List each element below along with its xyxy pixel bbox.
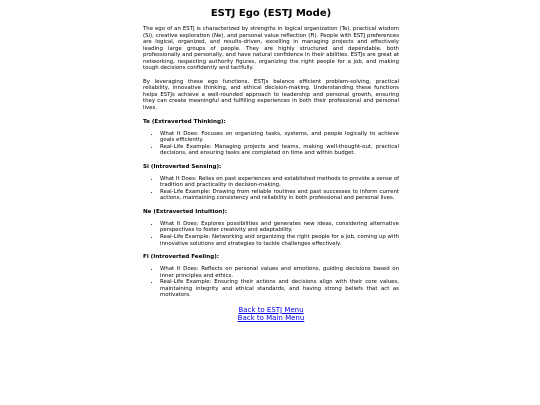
section-list-fi — [143, 266, 399, 299]
list-item: • Real-Life Example: Networking and organizing the right people for a job, coming up with innovative solutions and strategies to tackle challenges effectively. — [160, 234, 399, 247]
section-heading-si: Si (Introverted Sensing): — [143, 163, 222, 170]
back-to-main-menu-link[interactable]: Back to Main Menu — [237, 314, 305, 323]
list-item: • What It Does: Explores possibilities and generates new ideas, considering alternative perspectives to foster creativity and adaptability. — [160, 221, 399, 234]
section-list-ne — [143, 221, 399, 247]
back-to-estj-menu-link[interactable]: Back to ESTJ Menu — [238, 305, 304, 314]
section-heading-ne: Ne (Extraverted Intuition): — [143, 208, 228, 215]
navigation-links — [143, 306, 399, 323]
intro-paragraph-2: By leveraging these ego functions, ESTJs balance efficient problem-solving, practical reliability, innovative thinking, and ethical decision-making. Understanding these functions helps ESTJs achieve a well-rounded approach to leadership and personal growth, ensuring they can create meaningful and fulfilling experiences in both their professional and personal lives. — [143, 78, 399, 112]
page-title: ESTJ Ego (ESTJ Mode) — [210, 8, 332, 19]
section-list-te — [143, 131, 399, 157]
list-item: • Real-Life Example: Drawing from reliable routines and past successes to inform current actions, maintaining consistency and reliability in both professional and personal lives. — [160, 189, 399, 202]
intro-paragraph-1: The ego of an ESTJ is characterized by strengths in logical organization (Te), practical wisdom (Si), creative exploration (Ne), and personal value reflection (Fi). People with ESTJ preferences are logical, organized, and results-driven, excelling in managing projects and effectively leading large groups of people. They are highly structured and dependable, both professionally and personally, and have natural confidence in their abilities. ESTJs are great at networking, respecting authority figures, organizing the right people for a job, and making tough decisions confidently and tactfully. — [143, 26, 399, 72]
list-item: • Real-Life Example: Ensuring their actions and decisions align with their core values, maintaining integrity and ethical standards, and having strong beliefs that act as motivators. — [160, 279, 399, 299]
list-item: • What It Does: Focuses on organizing tasks, systems, and people logically to achieve goals efficiently. — [160, 131, 399, 144]
list-item: • What It Does: Reflects on personal values and emotions, guiding decisions based on inner principles and ethics. — [160, 266, 399, 279]
article — [143, 8, 399, 323]
section-list-si — [143, 176, 399, 202]
list-item: • Real-Life Example: Managing projects and teams, making well-thought-out, practical decisions, and ensuring tasks are completed on time and within budget. — [160, 144, 399, 157]
section-heading-fi: Fi (Introverted Feeling): — [143, 254, 219, 261]
list-item: • What It Does: Relies on past experiences and established methods to provide a sense of tradition and practicality in decision-making. — [160, 176, 399, 189]
section-heading-te: Te (Extraverted Thinking): — [143, 118, 226, 125]
